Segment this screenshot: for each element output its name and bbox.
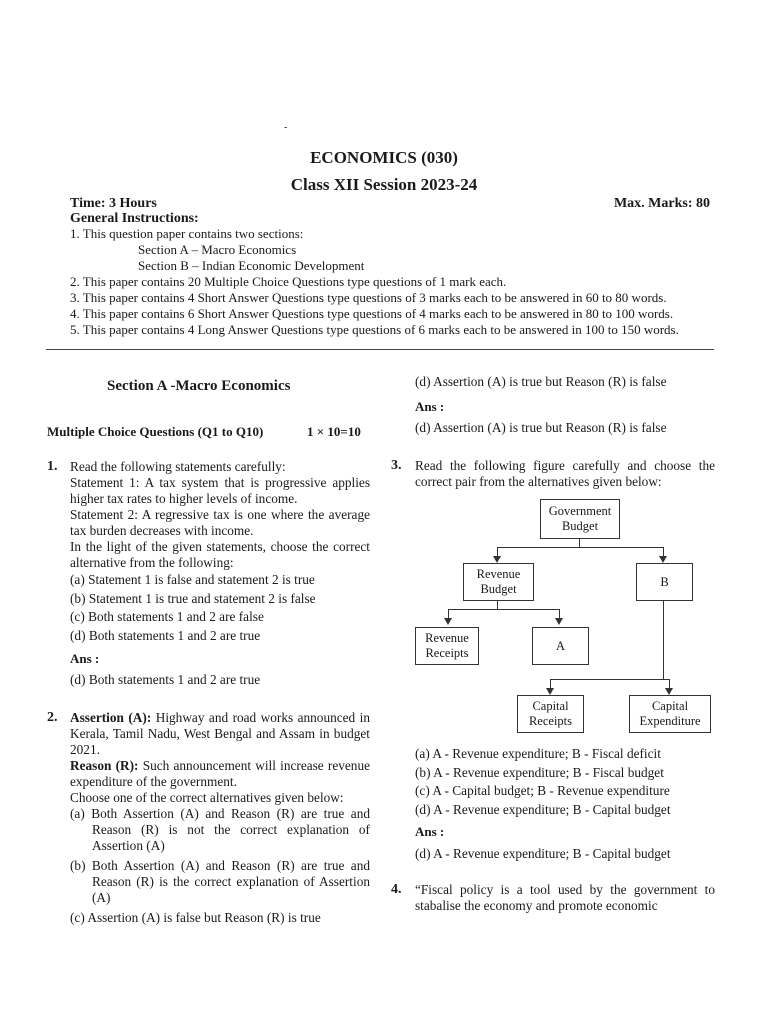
question-4-text: “Fiscal policy is a tool used by the government to stabalise the economy and promote economic: [415, 882, 715, 913]
mcq-heading: Multiple Choice Questions (Q1 to Q10): [47, 424, 264, 439]
connector: [669, 679, 670, 688]
paper-title: ECONOMICS (030): [310, 148, 458, 167]
capital-receipts-box: Capital Receipts: [517, 695, 584, 733]
answer-text: (d) A - Revenue expenditure; B - Capital budget: [415, 846, 671, 861]
answer-label: Ans :: [415, 824, 445, 839]
a-box: A: [532, 627, 589, 665]
assertion-text: Highway and road works announced in Kerala, Tamil Nadu, West Bengal and Assam in budget 2021.: [70, 710, 370, 757]
question-1-line: In the light of the given statements, choose the correct alternative from the following:: [70, 539, 370, 570]
option: (b) Statement 1 is true and statement 2 is false: [70, 590, 316, 606]
instruction-line: Section B – Indian Economic Development: [138, 258, 365, 273]
b-box: B: [636, 563, 693, 601]
mcq-marks: 1 × 10=10: [307, 424, 361, 439]
option: (d) Both statements 1 and 2 are true: [70, 627, 261, 643]
arrow-head: [665, 688, 673, 695]
arrow-head: [444, 618, 452, 625]
arrow-head: [555, 618, 563, 625]
time-label: Time: 3 Hours: [70, 196, 157, 211]
answer-text: (d) Both statements 1 and 2 are true: [70, 672, 261, 687]
connector: [559, 609, 560, 618]
assertion-label: Assertion (A):: [70, 710, 152, 725]
option: (c) Assertion (A) is false but Reason (R) is true: [70, 910, 321, 925]
option: (a) Statement 1 is false and statement 2 is true: [70, 572, 315, 587]
question-number: 4.: [391, 882, 402, 897]
assertion: [70, 710, 370, 758]
connector: [448, 609, 449, 618]
arrow-head: [546, 688, 554, 695]
instruction-line: 3. This paper contains 4 Short Answer Questions type questions of 3 marks each to be answered in 60 to 80 words.: [70, 290, 667, 305]
reason-label: Reason (R):: [70, 758, 139, 773]
option: (d) Assertion (A) is true but Reason (R) is false: [415, 374, 667, 389]
header-divider: [46, 349, 714, 350]
connector: [497, 547, 498, 556]
answer-label: Ans :: [415, 399, 445, 414]
section-a-title: Section A -Macro Economics: [107, 378, 291, 394]
connector: [663, 547, 664, 556]
government-budget-box: Government Budget: [540, 499, 620, 539]
instruction-line: 1. This question paper contains two sections:: [70, 226, 304, 241]
question-1-line: Read the following statements carefully:: [70, 459, 286, 474]
instruction-line: 4. This paper contains 6 Short Answer Questions type questions of 4 marks each to be answered in 80 to 100 words.: [70, 306, 674, 321]
question-number: 2.: [47, 710, 58, 725]
answer-label: Ans :: [70, 651, 100, 666]
stray-mark: -: [284, 122, 288, 133]
question-number: 3.: [391, 458, 402, 473]
connector: [497, 547, 664, 548]
connector: [448, 609, 560, 610]
reason-text: Such announcement will increase revenue expenditure of the government.: [70, 758, 370, 789]
option: (a) Both Assertion (A) and Reason (R) are true and Reason (R) is not the correct explanation of Assertion (A): [70, 806, 370, 853]
instruction-line: Section A – Macro Economics: [138, 242, 297, 257]
arrow-head: [493, 556, 501, 563]
option: (b) A - Revenue expenditure; B - Fiscal budget: [415, 764, 664, 780]
question-1-line: Statement 1: A tax system that is progressive applies higher tax rates to higher levels of income.: [70, 475, 370, 506]
question-2-instruction: Choose one of the correct alternatives given below:: [70, 790, 344, 805]
option: (c) Both statements 1 and 2 are false: [70, 609, 264, 624]
answer-text: (d) Assertion (A) is true but Reason (R) is false: [415, 420, 667, 435]
max-marks-label: Max. Marks: 80: [613, 196, 710, 211]
connector: [663, 600, 664, 680]
general-instructions-heading: General Instructions:: [70, 211, 199, 226]
connector: [550, 679, 551, 688]
revenue-budget-box: Revenue Budget: [463, 563, 534, 601]
capital-expenditure-box: Capital Expenditure: [629, 695, 711, 733]
question-1-line: Statement 2: A regressive tax is one where the average tax burden decreases with income.: [70, 507, 370, 538]
option: (a) A - Revenue expenditure; B - Fiscal deficit: [415, 746, 661, 761]
instruction-line: 5. This paper contains 4 Long Answer Questions type questions of 6 marks each to be answered in 100 to 150 words.: [70, 322, 679, 337]
reason: [70, 758, 370, 790]
option: (b) Both Assertion (A) and Reason (R) are true and Reason (R) is the correct explanation of Assertion (A): [70, 858, 370, 905]
question-3-text: Read the following figure carefully and choose the correct pair from the alternatives given below:: [415, 458, 715, 489]
question-1: [70, 459, 370, 571]
question-3-options: [415, 745, 715, 819]
question-1-options: [70, 571, 370, 645]
paper-subtitle: Class XII Session 2023-24: [290, 175, 478, 194]
connector: [550, 679, 670, 680]
question-number: 1.: [47, 459, 58, 474]
option: (c) A - Capital budget; B - Revenue expenditure: [415, 783, 670, 798]
question-2: [70, 710, 370, 926]
revenue-receipts-box: Revenue Receipts: [415, 627, 479, 665]
instruction-line: 2. This paper contains 20 Multiple Choice Questions type questions of 1 mark each.: [70, 274, 507, 289]
option: (d) A - Revenue expenditure; B - Capital budget: [415, 801, 671, 817]
arrow-head: [659, 556, 667, 563]
